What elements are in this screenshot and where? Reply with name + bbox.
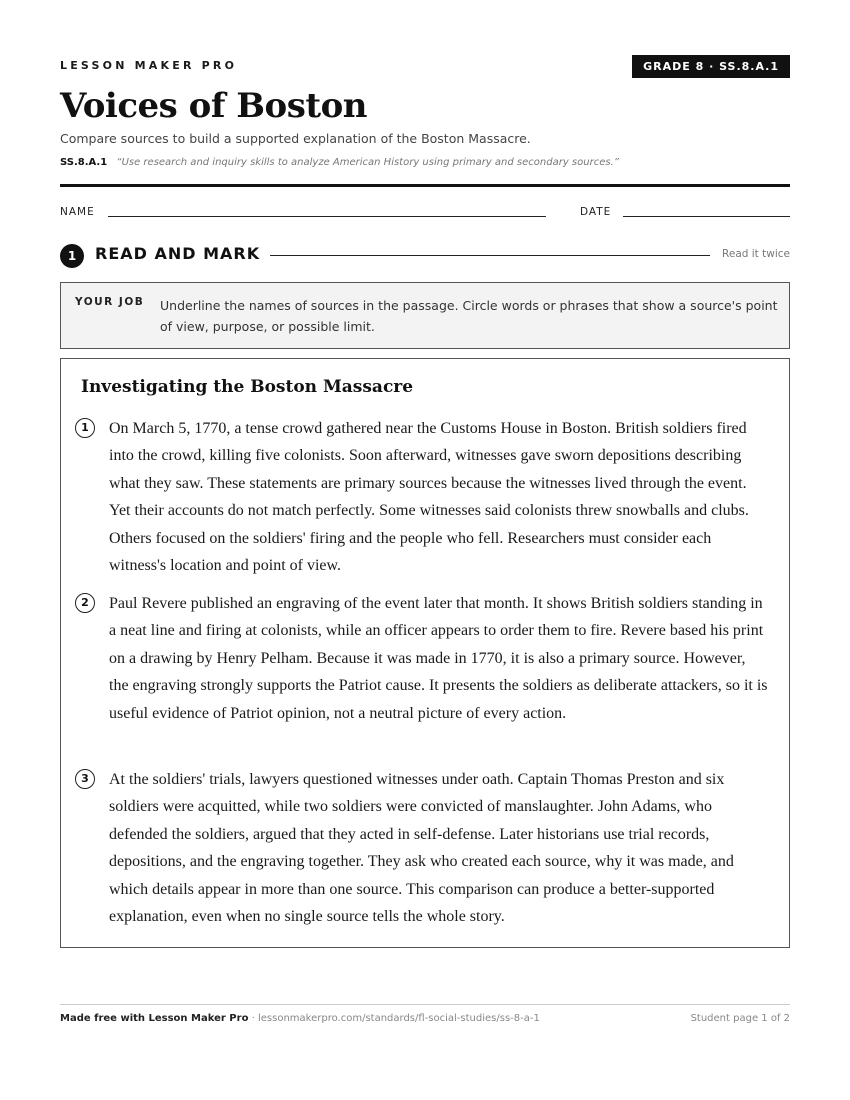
section-note: Read it twice [722, 248, 790, 260]
standard-quote: “Use research and inquiry skills to analyze American History using primary and secondary sources.” [116, 157, 619, 168]
page-indicator: Student page 1 of 2 [690, 1013, 790, 1024]
paragraph-text: Paul Revere published an engraving of the event later that month. It shows British soldiers standing in a neat line and firing at colonists, while an officer appears to order them to fire. Revere based his print on a drawing by Henry Pelham. Because it was made in 1770, it is also a primary source. However, the engraving strongly supports the Patriot cause. It presents the soldiers as deliberate attackers, so it is useful evidence of Patriot opinion, not a neutral picture of every action. [109, 595, 768, 722]
name-field[interactable] [108, 216, 546, 217]
your-job-label: YOUR JOB [75, 296, 145, 308]
section-title: READ AND MARK [95, 244, 261, 263]
standard-line [60, 157, 619, 168]
page-title: Voices of Boston [60, 86, 367, 126]
brand-name: LESSON MAKER PRO [60, 59, 238, 72]
footer-brand: Made free with Lesson Maker Pro [60, 1013, 249, 1024]
name-label: NAME [60, 206, 95, 218]
footer-separator: · [248, 1013, 258, 1024]
page-subtitle: Compare sources to build a supported explanation of the Boston Massacre. [60, 131, 531, 146]
header-divider [60, 184, 790, 187]
standard-code: SS.8.A.1 [60, 157, 108, 168]
name-date-row [60, 205, 790, 219]
footer-credit [60, 1013, 540, 1024]
footer-url[interactable]: lessonmakerpro.com/standards/fl-social-studies/ss-8-a-1 [257, 1013, 540, 1024]
paragraph-number-badge: 1 [75, 418, 95, 438]
grade-badge: GRADE 8 · SS.8.A.1 [632, 55, 790, 78]
date-label: DATE [580, 206, 612, 218]
top-bar [60, 55, 790, 79]
section-divider [270, 255, 710, 256]
your-job-box [60, 282, 790, 349]
passage-box [60, 358, 790, 948]
paragraph-number-badge: 3 [75, 769, 95, 789]
your-job-text: Underline the names of sources in the passage. Circle words or phrases that show a source's point of view, purpose, or possible limit. [160, 298, 778, 334]
passage-title: Investigating the Boston Massacre [81, 377, 414, 397]
step-number-badge: 1 [60, 244, 84, 268]
date-field[interactable] [623, 216, 790, 217]
paragraph-text: On March 5, 1770, a tense crowd gathered near the Customs House in Boston. British soldiers fired into the crowd, killing five colonists. Soon afterward, witnesses gave sworn depositions describing what they saw. These statements are primary sources because the witnesses lived through the event. Yet their accounts do not match perfectly. Some witnesses said colonists threw snowballs and clubs. Others focused on the soldiers' firing and the people who fell. Researchers must consider each witness's location and point of view. [109, 420, 749, 575]
paragraph-number-badge: 2 [75, 593, 95, 613]
section-header [60, 243, 790, 267]
paragraph-text: At the soldiers' trials, lawyers questioned witnesses under oath. Captain Thomas Preston and six soldiers were acquitted, while two soldiers were convicted of manslaughter. John Adams, who defended the soldiers, argued that they acted in self-defense. Later historians use trial records, depositions, and the engraving together. They ask who created each source, why it was made, and which details appear in more than one source. This comparison can produce a better-supported explanation, even when no single source tells the whole story. [109, 771, 734, 926]
footer-divider [60, 1004, 790, 1005]
